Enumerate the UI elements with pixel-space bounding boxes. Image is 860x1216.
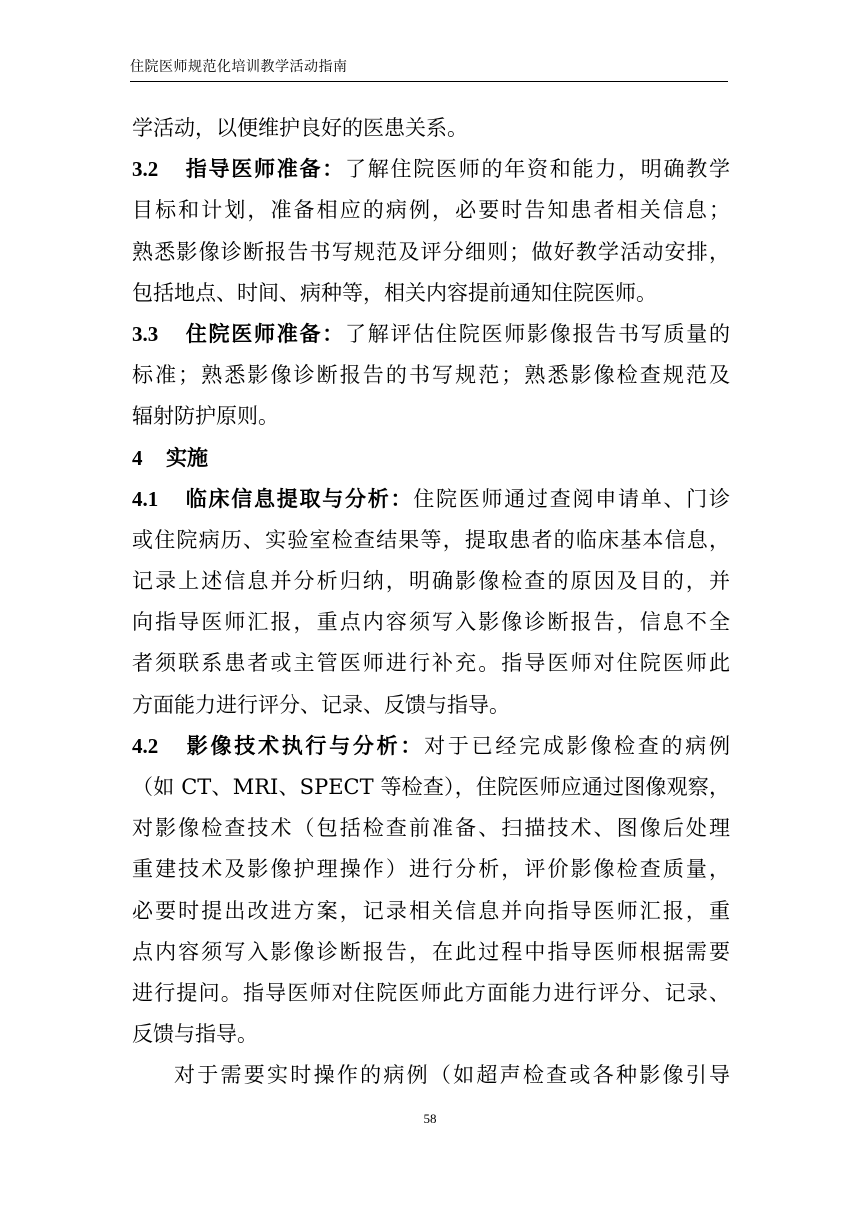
section-3-3-line <box>132 314 730 355</box>
section-4-heading <box>132 438 730 479</box>
section-number: 3.3 <box>132 321 159 346</box>
paragraph-line: 点内容须写入影像诊断报告，在此过程中指导医师根据需要 <box>132 939 730 964</box>
paragraph-line: 方面能力进行评分、记录、反馈与指导。 <box>132 692 510 717</box>
paragraph-line: 对影像检查技术（包括检查前准备、扫描技术、图像后处理 <box>132 816 730 841</box>
paragraph-line: 标准；熟悉影像诊断报告的书写规范；熟悉影像检查规范及 <box>132 363 730 388</box>
section-number: 3.2 <box>132 157 159 182</box>
paragraph-text: 了解评估住院医师影像报告书写质量的 <box>345 321 730 346</box>
section-number: 4.2 <box>132 733 159 758</box>
section-heading: 实施 <box>166 445 208 470</box>
paragraph-text: 了解住院医师的年资和能力，明确教学 <box>345 157 730 182</box>
paragraph-line: 记录上述信息并分析归纳，明确影像检查的原因及目的，并 <box>132 569 730 594</box>
section-3-2-line <box>132 149 730 190</box>
paragraph-line: 学活动，以便维护良好的医患关系。 <box>132 116 468 140</box>
paragraph-line: 辐射防护原则。 <box>132 404 279 429</box>
paragraph-line: 反馈与指导。 <box>132 1022 258 1047</box>
paragraph-line: 熟悉影像诊断报告书写规范及评分细则；做好教学活动安排， <box>132 239 730 264</box>
paragraph-line: 或住院病历、实验室检查结果等，提取患者的临床基本信息， <box>132 527 730 552</box>
paragraph-line: 进行提问。指导医师对住院医师此方面能力进行评分、记录、 <box>132 980 730 1005</box>
paragraph-line: 必要时提出改进方案，记录相关信息并向指导医师汇报，重 <box>132 898 730 923</box>
section-heading: 住院医师准备： <box>184 321 345 346</box>
section-number: 4.1 <box>132 486 159 511</box>
paragraph-line: 向指导医师汇报，重点内容须写入影像诊断报告，信息不全 <box>132 610 730 635</box>
paragraph-line: 包括地点、时间、病种等，相关内容提前通知住院医师。 <box>132 280 657 305</box>
page-body <box>132 108 730 1097</box>
section-4-1-line <box>132 479 730 520</box>
section-heading: 临床信息提取与分析： <box>184 486 414 511</box>
section-heading: 指导医师准备： <box>184 157 345 182</box>
paragraph-line: 者须联系患者或主管医师进行补充。指导医师对住院医师此 <box>132 651 730 676</box>
running-header: 住院医师规范化培训教学活动指南 <box>130 59 348 75</box>
paragraph-text: 对于已经完成影像检查的病例 <box>424 733 731 758</box>
paragraph-line: 对于需要实时操作的病例（如超声检查或各种影像引导 <box>174 1063 730 1088</box>
paragraph-line: （如 CT、MRI、SPECT 等检查），住院医师应通过图像观察， <box>132 775 730 799</box>
paragraph-line: 重建技术及影像护理操作）进行分析，评价影像检查质量， <box>132 857 730 882</box>
section-4-2-line <box>132 726 730 767</box>
page-number: 58 <box>423 1111 437 1126</box>
section-number: 4 <box>132 445 143 470</box>
section-heading: 影像技术执行与分析： <box>184 733 425 758</box>
paragraph-text: 住院医师通过查阅申请单、门诊 <box>413 486 730 511</box>
paragraph-line: 目标和计划，准备相应的病例，必要时告知患者相关信息； <box>132 198 730 223</box>
header-rule <box>130 81 728 82</box>
